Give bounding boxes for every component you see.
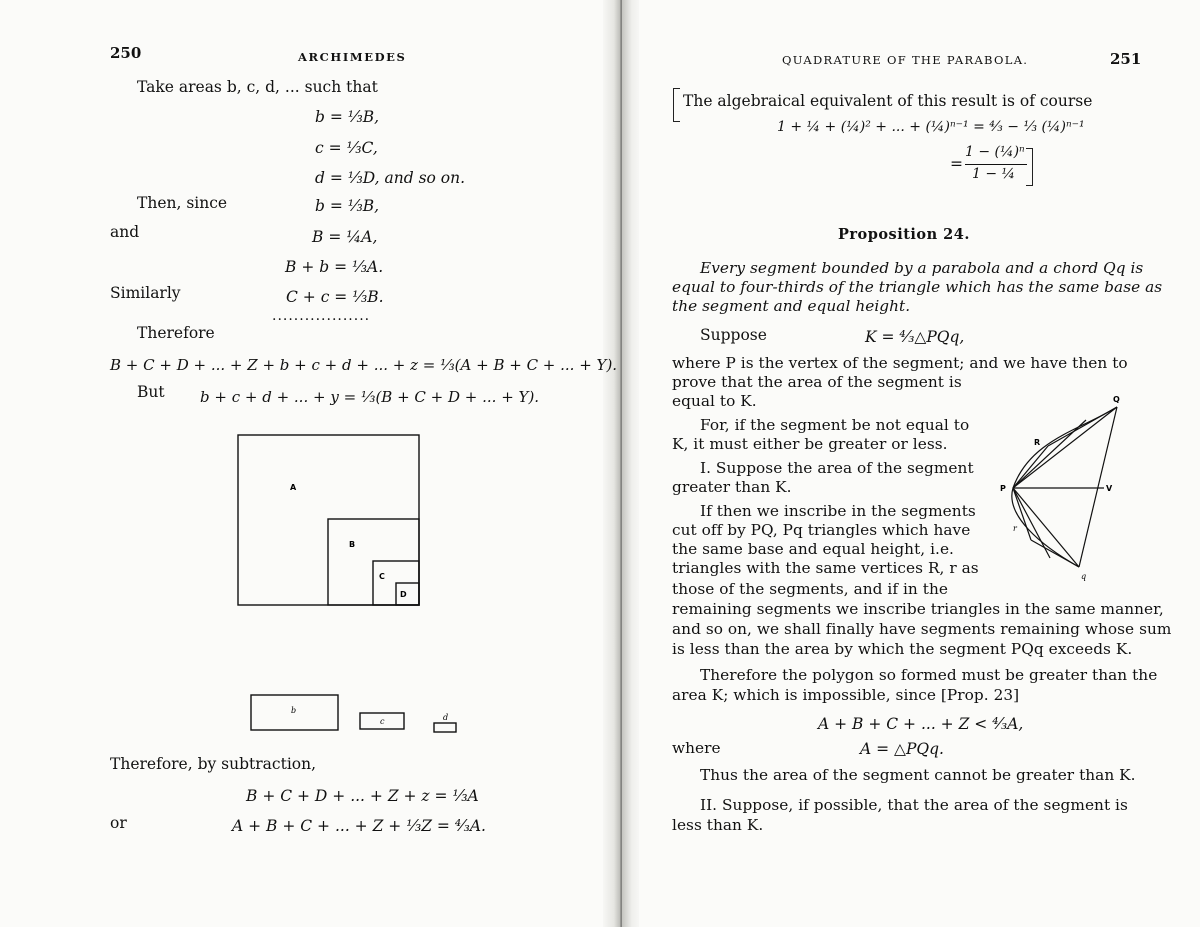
label-A: A	[290, 483, 297, 492]
body-5-line-1: Therefore the polygon so formed must be greater than the	[700, 666, 1158, 684]
body-3-line-1: I. Suppose the area of the segment	[700, 459, 974, 477]
label-C: C	[379, 572, 385, 581]
parabola-figure	[620, 0, 1200, 927]
therefore-equation: B + C + D + ... + Z + b + c + d + ... + z = ⅓(A + B + C + ... + Y).	[110, 356, 618, 374]
body-5-line-2: area K; which is impossible, since [Prop. 23]	[672, 686, 1020, 704]
where-label: where	[672, 739, 721, 757]
page-number-right: 251	[1110, 50, 1142, 68]
body-2-line-1: For, if the segment be not equal to	[700, 416, 970, 434]
body-6-line-2: less than K.	[672, 816, 764, 834]
label-d: d	[443, 713, 449, 722]
body-4-line-6: remaining segments we inscribe triangles in the same manner,	[672, 600, 1164, 618]
subtraction-line: Therefore, by subtraction,	[110, 755, 317, 773]
bracket-line: The algebraical equivalent of this result is of course	[683, 92, 1093, 110]
line-RQ	[1048, 407, 1117, 446]
running-header-left: ARCHIMEDES	[298, 50, 407, 64]
rect-d	[434, 723, 456, 732]
label-r: r	[1013, 524, 1017, 533]
but-label: But	[137, 383, 165, 401]
label-D: D	[400, 590, 407, 599]
continuation-dots: ..................	[272, 308, 371, 324]
label-B: B	[349, 540, 356, 549]
label-P: P	[1000, 484, 1006, 493]
label-R: R	[1034, 438, 1041, 447]
line-Pq	[1013, 488, 1079, 567]
page-number-left: 250	[110, 44, 142, 62]
line-PR	[1013, 446, 1048, 488]
line-rq	[1031, 540, 1079, 567]
label-b: b	[291, 706, 297, 715]
line-PQ	[1013, 407, 1117, 488]
or-label: or	[110, 814, 127, 832]
label-V: V	[1106, 484, 1113, 493]
equation-b: b = ⅓B,	[315, 108, 380, 126]
and-label: and	[110, 223, 140, 241]
body-4-line-4: triangles with the same vertices R, r as	[672, 559, 979, 577]
similarly-label: Similarly	[110, 284, 181, 302]
equation-d: d = ⅓D, and so on.	[315, 169, 466, 187]
statement-line-2: equal to four-thirds of the triangle which has the same base as	[672, 278, 1163, 296]
line-inner-2	[1013, 488, 1050, 558]
statement-line-1: Every segment bounded by a parabola and a chord Qq is	[700, 259, 1144, 277]
running-header-right: QUADRATURE OF THE PARABOLA.	[782, 53, 1029, 67]
line-inner-1	[1013, 420, 1086, 488]
bracket-equation-2-denominator: 1 − ¼	[972, 166, 1016, 182]
right-page	[620, 0, 1200, 927]
sum-equation: B + b = ⅓A.	[285, 258, 384, 276]
equation-c: c = ⅓C,	[315, 139, 378, 157]
label-Q: Q	[1113, 395, 1120, 404]
label-c: c	[380, 717, 385, 726]
label-q: q	[1081, 572, 1087, 581]
body-4-line-5: those of the segments, and if in the	[672, 580, 948, 598]
then-since-equation: b = ⅓B,	[315, 197, 380, 215]
body-4-line-8: is less than the area by which the segment PQq exceeds K.	[672, 640, 1133, 658]
similarly-equation: C + c = ⅓B.	[286, 288, 384, 306]
suppose-label: Suppose	[700, 326, 767, 344]
and-equation: B = ¼A,	[312, 228, 378, 246]
body-4-line-3: the same base and equal height, i.e.	[672, 540, 954, 558]
proposition-title: Proposition 24.	[838, 226, 970, 243]
but-equation: b + c + d + ... + y = ⅓(B + C + D + ... + Y).	[200, 388, 540, 406]
body-4-line-7: and so on, we shall finally have segments remaining whose sum	[672, 620, 1172, 638]
body-2-line-2: K, it must either be greater or less.	[672, 435, 948, 453]
body-1-line-2: prove that the area of the segment is	[672, 373, 962, 391]
body-1-line-1: where P is the vertex of the segment; and we have then to	[672, 354, 1128, 372]
or-equation: A + B + C + ... + Z + ⅓Z = ⁴⁄₃A.	[232, 817, 486, 835]
suppose-equation: K = ⁴⁄₃△PQq,	[865, 328, 965, 346]
bracket-equation-2-numerator: 1 − (¼)ⁿ	[965, 144, 1025, 160]
then-since-label: Then, since	[137, 194, 228, 212]
subtraction-equation: B + C + D + ... + Z + z = ⅓A	[246, 787, 479, 805]
where-equation: A = △PQq.	[860, 740, 944, 758]
intro-line: Take areas b, c, d, ... such that	[137, 78, 378, 96]
statement-line-3: the segment and equal height.	[672, 297, 911, 315]
body-4-line-1: If then we inscribe in the segments	[700, 502, 976, 520]
body-1-line-3: equal to K.	[672, 392, 757, 410]
bracket-equation-2-prefix: =	[950, 155, 963, 173]
conclusion-line: Thus the area of the segment cannot be greater than K.	[700, 766, 1136, 784]
polygon-equation: A + B + C + ... + Z < ⁴⁄₃A,	[818, 715, 1024, 733]
parabola-arc	[1012, 407, 1117, 567]
body-3-line-2: greater than K.	[672, 478, 792, 496]
bracket-equation-1: 1 + ¼ + (¼)² + ... + (¼)ⁿ⁻¹ = ⁴⁄₃ − ⅓ (¼)ⁿ⁻¹	[777, 119, 1085, 135]
body-4-line-2: cut off by PQ, Pq triangles which have	[672, 521, 971, 539]
body-6-line-1: II. Suppose, if possible, that the area of the segment is	[700, 796, 1128, 814]
therefore-label: Therefore	[137, 324, 215, 342]
